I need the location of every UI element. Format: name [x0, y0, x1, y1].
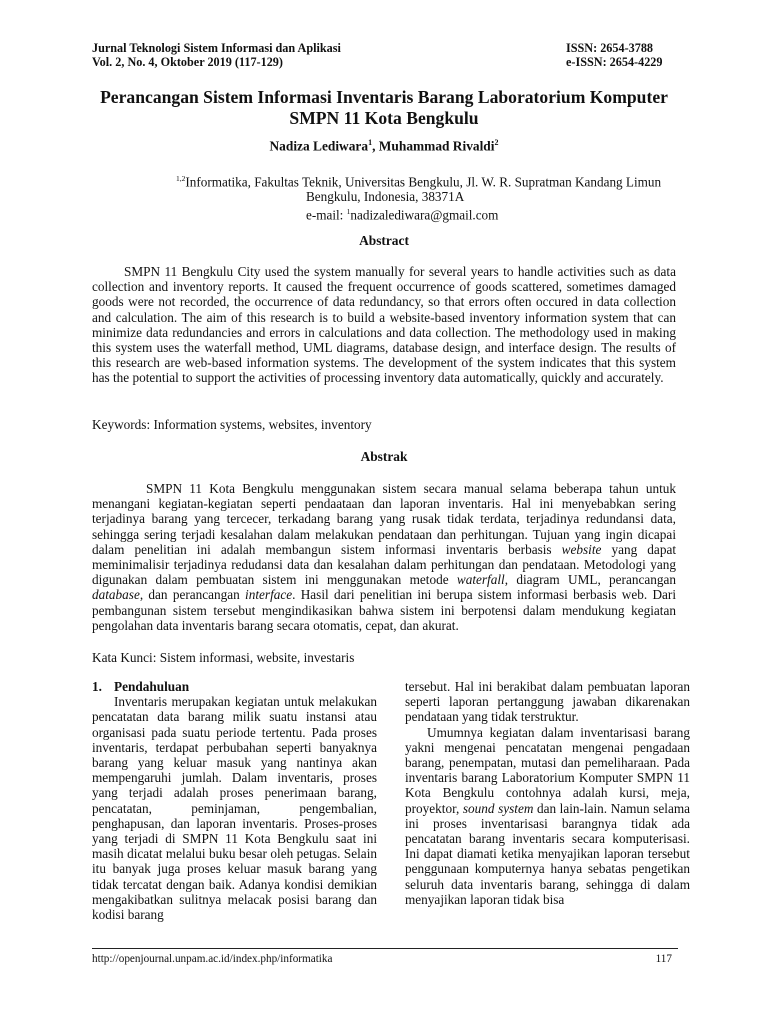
section-heading	[92, 679, 377, 694]
email-mark: 1	[346, 207, 351, 217]
page-footer	[92, 953, 676, 965]
running-header	[92, 41, 676, 69]
footer-rule	[92, 948, 678, 949]
author-1-affil-mark: 1	[368, 138, 373, 147]
journal-volume: Vol. 2, No. 4, Oktober 2019 (117-129)	[92, 55, 283, 69]
paper-title	[92, 87, 676, 129]
term-website: website	[561, 541, 602, 557]
affiliation	[176, 171, 696, 223]
abstrak-heading: Abstrak	[360, 449, 408, 464]
abstrak-body	[92, 481, 676, 633]
intro-text-2a: Umumnya kegiatan dalam inventarisasi barang yakni mengenai pencatatan mengenai pengadaan barang, penempatan, mutasi dan pemeliharaan. Pada inventaris barang Laboratorium Komputer SMPN 11 Kota Bengkulu contohnya adalah kursi, meja, proyektor,	[405, 724, 690, 816]
email-label: e-mail:	[306, 207, 347, 223]
footer-url[interactable]: http://openjournal.unpam.ac.id/index.php/informatika	[92, 953, 333, 965]
intro-continuation: tersebut. Hal ini berakibat dalam pembuatan laporan seperti laporan pertanggung jawaban dikarenakan pendataan yang tidak terstruktur.	[405, 679, 690, 725]
affiliation-line-2: Bengkulu, Indonesia, 38371A	[306, 189, 465, 205]
author-separator: ,	[372, 138, 379, 154]
section-number: 1.	[92, 679, 102, 694]
eissn: e-ISSN: 2654-4229	[566, 55, 663, 69]
keywords: Keywords: Information systems, websites, inventory	[92, 417, 372, 432]
author-list	[92, 138, 676, 154]
author-2: Muhammad Rivaldi	[378, 138, 495, 154]
abstrak-text-5: . Hasil dari penelitian ini berupa sistem informasi berbasis web. Dari pembangunan sistem tersebut mengindikasikan bahwa sistem ini berpotensi dalam mendukung kegiatan pengolahan data inventaris barang secara otomatis, cepat, dan akurat.	[92, 587, 676, 633]
intro-paragraph-2	[405, 725, 690, 907]
intro-paragraph-1	[92, 694, 377, 922]
term-database: database	[92, 587, 140, 603]
term-waterfall: waterfall	[456, 572, 505, 588]
kata-kunci: Kata Kunci: Sistem informasi, website, investaris	[92, 650, 355, 665]
affiliation-line-1: Informatika, Fakultas Teknik, Universitas Bengkulu, Jl. W. R. Supratman Kandang Limun	[185, 174, 662, 190]
journal-name: Jurnal Teknologi Sistem Informasi dan Aplikasi	[92, 41, 341, 55]
abstrak-text-2: yang dapat meminimalisir terjadinya redudansi data dan kesalahan dalam perhitungan dan pendataan. Metodologi yang digunakan dalam pembuatan sistem ini menggunakan metode	[92, 541, 677, 588]
abstract-heading: Abstract	[359, 233, 409, 248]
author-1: Nadiza Lediwara	[269, 138, 369, 154]
author-2-affil-mark: 2	[494, 138, 499, 147]
abstrak-text-1: SMPN 11 Kota Bengkulu menggunakan sistem secara manual selama beberapa tahun untuk menangani kegiatan-kegiatan seperti pendaataan dan laporan inventaris. Hal ini menyebabkan sering terjadinya barang yang tercecer, terkadang barang yang rusak tidak terdata, terjadinya redundansi data, sehingga sering terjadi kesalahan dalam melakukan pendataan dan perhitungan. Tujuan yang ingin dicapai dalam penelitian ini adalah membangun sistem informasi inventaris berbasis	[92, 481, 676, 557]
intro-text-1: Inventaris merupakan kegiatan untuk melakukan pencatatan data barang milik suatu instansi atau organisasi pada suatu periode tertentu. Pada proses inventaris, terdapat perbubahan seperti banyaknya barang yang keluar masuk yang nantinya akan mempengaruhi jumlah. Dalam inventaris, proses yang terjadi adalah proses penerimaan barang, pencatatan, peminjaman, pengembalian, penghapusan, dan laporan inventaris. Proses-proses yang terjadi di SMPN 11 Kota Bengkulu saat ini masih dicatat melalui buku besar oleh petugas. Selain itu banyak juga proses keluar masuk barang yang tidak tercatat dengan baik. Adanya kondisi demikian mengakibatkan sulitnya melacak posisi barang dan kodisi barang	[92, 694, 377, 923]
title-line-1: Perancangan Sistem Informasi Inventaris Barang Laboratorium Komputer	[100, 87, 668, 107]
left-column	[92, 679, 377, 922]
affil-mark: 1,2	[176, 174, 186, 183]
abstrak-text-3: , diagram UML, perancangan	[504, 572, 676, 588]
email-line	[176, 204, 696, 222]
term-sound-system: sound system	[462, 800, 534, 816]
email-address[interactable]: nadizalediwara@gmail.com	[350, 207, 499, 223]
section-title: Pendahuluan	[114, 679, 190, 694]
intro-text-2b: dan lain-lain. Namun selama ini proses inventarisasi barangnya tidak ada pencatatan barang inventaris secara komputerisasi. Ini dapat diamati ketika menyajikan laporan tersebut penggunaan komputernya hanya sebatas pengetikan seluruh data inventaris barang, sehingga di dalam menyajikan laporan tidak bisa	[405, 800, 691, 907]
issn: ISSN: 2654-3788	[566, 41, 654, 55]
abstract-text: SMPN 11 Bengkulu City used the system manually for several years to handle activities such as data collection and inventory reports. It caused the frequent occurrence of goods scattered, sometimes damaged goods were not recorded, the occurrence of data redundancy, so that errors often occured in data collection and calculation. The aim of this research is to build a website-based inventory information system that can minimize data redundancies and errors in calculations and data collection. The methodology used in making this system uses the waterfall method, UML diagrams, database design, and interface design. The results of this research are web-based information systems. The development of the system indicates that this system has the potential to support the activities of processing inventory data automatically, quickly and accurately.	[92, 264, 676, 386]
title-line-2: SMPN 11 Kota Bengkulu	[289, 108, 479, 128]
abstrak-text-4: , dan perancangan	[139, 587, 246, 603]
right-column	[405, 679, 690, 907]
term-interface: interface	[245, 587, 293, 603]
abstract-body	[92, 264, 676, 386]
page-number: 117	[655, 953, 672, 965]
